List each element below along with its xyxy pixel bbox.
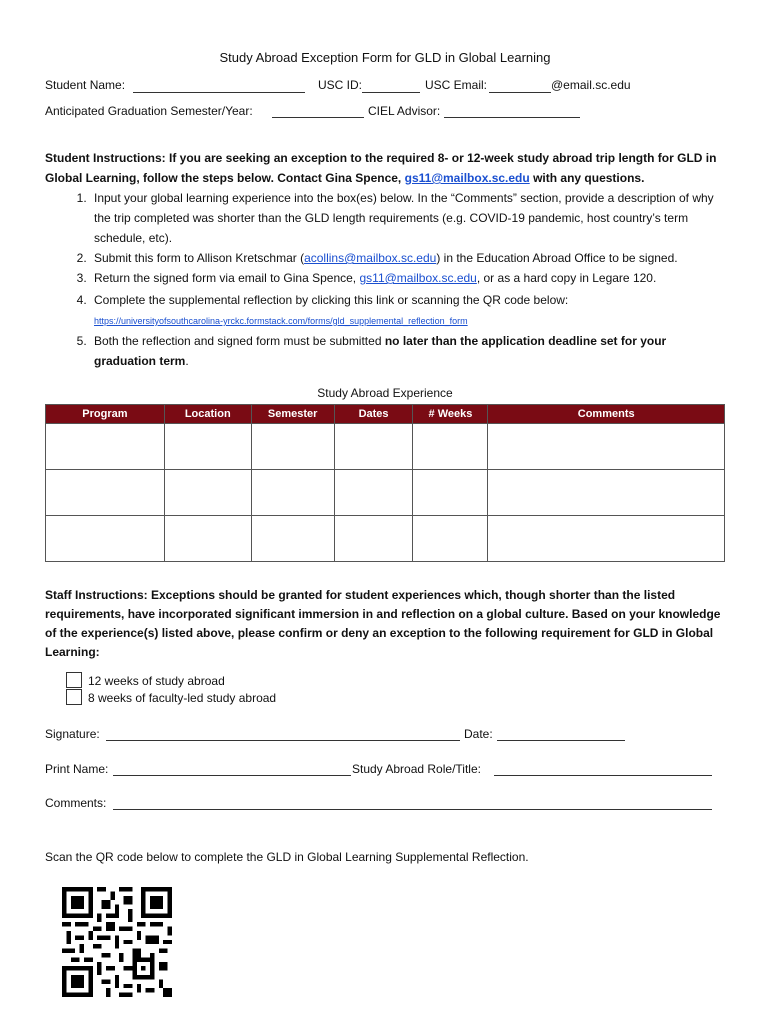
contact-email-link[interactable]: gs11@mailbox.sc.edu <box>404 171 530 185</box>
experience-table <box>45 404 725 562</box>
option-12-weeks: 12 weeks of study abroad <box>88 674 225 688</box>
usc-id-field[interactable] <box>362 92 420 93</box>
advisor-label: CIEL Advisor: <box>368 104 441 118</box>
table-cell[interactable] <box>251 516 334 562</box>
advisor-field[interactable] <box>444 117 580 118</box>
print-name-field[interactable] <box>113 775 351 776</box>
print-name-label: Print Name: <box>45 762 109 776</box>
usc-id-label: USC ID: <box>318 78 363 92</box>
step-3-tail: , or as a hard copy in Legare 120. <box>476 271 657 285</box>
table-caption: Study Abroad Experience <box>317 386 453 400</box>
table-cell[interactable] <box>334 516 413 562</box>
student-name-label: Student Name: <box>45 78 126 92</box>
usc-email-field[interactable] <box>489 92 551 93</box>
step-2 <box>90 248 725 268</box>
col-dates: Dates <box>334 405 413 424</box>
step-3-text: Return the signed form via email to Gina Spence, <box>94 271 357 285</box>
role-label: Study Abroad Role/Title: <box>352 762 481 776</box>
signature-label: Signature: <box>45 727 100 741</box>
step-1 <box>90 188 725 248</box>
step-1-text: Input your global learning experience into the box(es) below. In the “Comments” section, provide a description of why the trip completed was shorter than the GLD length requirements (e.g. COVID-19 pandemic, host country’s term schedule, etc). <box>94 191 714 245</box>
comments-field[interactable] <box>113 809 712 810</box>
table-cell[interactable] <box>164 424 251 470</box>
step-2-text: Submit this form to Allison Kretschmar ( <box>94 251 305 265</box>
table-cell[interactable] <box>488 516 725 562</box>
table-cell[interactable] <box>413 424 488 470</box>
qr-instruction: Scan the QR code below to complete the GLD in Global Learning Supplemental Reflection. <box>45 850 529 864</box>
table-cell[interactable] <box>251 470 334 516</box>
staff-instructions: Staff Instructions: Exceptions should be granted for student experiences which, though shorter than the listed requirements, have incorporated significant immersion in and reflection on a global culture. Based on your knowledge of the experience(s) listed above, please confirm or deny an exception to the following requirement for GLD in Global Learning: <box>45 588 721 659</box>
col-weeks: # Weeks <box>413 405 488 424</box>
form-title: Study Abroad Exception Form for GLD in Global Learning <box>219 50 551 65</box>
step-4 <box>90 290 725 331</box>
col-location: Location <box>164 405 251 424</box>
step-2-tail: ) in the Education Abroad Office to be signed. <box>436 251 678 265</box>
advisor-email-link[interactable]: acollins@mailbox.sc.edu <box>304 251 437 265</box>
table-cell[interactable] <box>488 470 725 516</box>
comments-label: Comments: <box>45 796 107 810</box>
step-3 <box>90 268 725 288</box>
table-row <box>46 424 725 470</box>
qr-code-icon[interactable] <box>62 886 172 998</box>
student-instructions <box>45 148 725 371</box>
table-cell[interactable] <box>334 470 413 516</box>
student-name-field[interactable] <box>133 92 305 93</box>
table-row <box>46 516 725 562</box>
table-cell[interactable] <box>334 424 413 470</box>
table-cell[interactable] <box>164 516 251 562</box>
option-8-weeks: 8 weeks of faculty-led study abroad <box>88 691 277 705</box>
usc-email-label: USC Email: <box>425 78 488 92</box>
col-program: Program <box>46 405 165 424</box>
table-header-row <box>46 405 725 424</box>
col-semester: Semester <box>251 405 334 424</box>
signature-field[interactable] <box>106 740 460 741</box>
return-email-link[interactable]: gs11@mailbox.sc.edu <box>359 271 477 285</box>
table-cell[interactable] <box>164 470 251 516</box>
table-cell[interactable] <box>251 424 334 470</box>
deadline-text: no later than the application deadline set for your graduation term <box>94 334 667 368</box>
step-5-text: Both the reflection and signed form must be submitted <box>94 334 382 348</box>
table-cell[interactable] <box>413 470 488 516</box>
role-field[interactable] <box>494 775 712 776</box>
step-5 <box>90 331 725 371</box>
email-suffix: @email.sc.edu <box>551 78 631 92</box>
date-field[interactable] <box>497 740 625 741</box>
table-cell[interactable] <box>413 516 488 562</box>
step-4-text: Complete the supplemental reflection by clicking this link or scanning the QR code below: <box>94 293 569 307</box>
table-cell[interactable] <box>488 424 725 470</box>
col-comments: Comments <box>488 405 725 424</box>
graduation-label: Anticipated Graduation Semester/Year: <box>45 104 253 118</box>
checkbox-12-weeks[interactable] <box>66 672 82 688</box>
table-row <box>46 470 725 516</box>
instructions-intro-tail: with any questions. <box>533 171 645 185</box>
table-cell[interactable] <box>46 424 165 470</box>
step-5-tail: . <box>185 354 189 368</box>
instructions-intro: Student Instructions: If you are seeking an exception to the required 8- or 12-week study abroad trip length for GLD in Global Learning, follow the steps below. Contact Gina Spence, <box>45 151 717 185</box>
reflection-form-link[interactable]: https://universityofsouthcarolina-yrckc.formstack.com/forms/gld_supplemental_reflection_form <box>94 316 468 326</box>
table-cell[interactable] <box>46 516 165 562</box>
graduation-field[interactable] <box>272 117 364 118</box>
table-cell[interactable] <box>46 470 165 516</box>
checkbox-8-weeks[interactable] <box>66 689 82 705</box>
date-label: Date: <box>464 727 493 741</box>
